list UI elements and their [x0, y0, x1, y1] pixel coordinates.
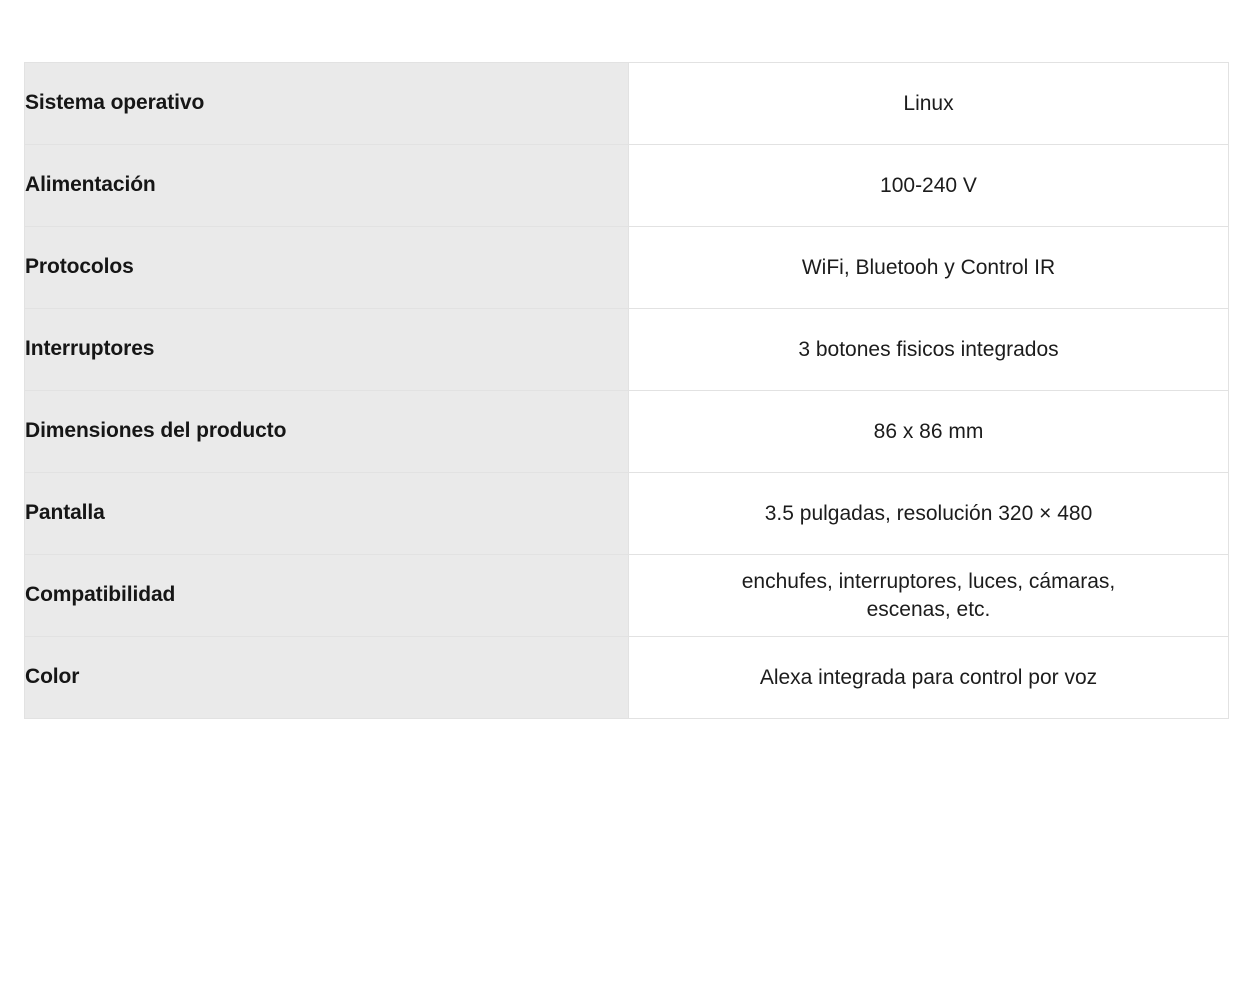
spec-value-line: Linux [903, 91, 954, 115]
specifications-table [24, 62, 1229, 719]
spec-value [629, 555, 1229, 637]
spec-label: Protocolos [25, 227, 629, 309]
spec-value-line: WiFi, Bluetooh y Control IR [801, 255, 1056, 279]
table-row [25, 227, 1229, 309]
spec-label: Dimensiones del producto [25, 391, 629, 473]
spec-label: Color [25, 637, 629, 719]
table-row [25, 145, 1229, 227]
spec-table-container [24, 62, 1229, 719]
spec-label: Compatibilidad [25, 555, 629, 637]
spec-value [629, 637, 1229, 719]
table-row [25, 309, 1229, 391]
spec-label: Alimentación [25, 145, 629, 227]
spec-value-line: Alexa integrada para control por voz [759, 665, 1098, 689]
spec-value-line: 3.5 pulgadas, resolución 320 × 480 [764, 501, 1093, 525]
table-row [25, 637, 1229, 719]
table-row [25, 555, 1229, 637]
table-row [25, 63, 1229, 145]
spec-value [629, 63, 1229, 145]
table-row [25, 391, 1229, 473]
spec-label: Interruptores [25, 309, 629, 391]
spec-value-line-2: escenas, etc. [866, 597, 991, 621]
spec-value [629, 309, 1229, 391]
spec-label: Pantalla [25, 473, 629, 555]
table-row [25, 473, 1229, 555]
spec-value-line: 3 botones fisicos integrados [798, 337, 1059, 361]
spec-value-line: 86 x 86 mm [873, 419, 984, 443]
spec-value [629, 145, 1229, 227]
spec-value [629, 391, 1229, 473]
spec-label: Sistema operativo [25, 63, 629, 145]
spec-value-line: 100-240 V [880, 173, 977, 197]
spec-value-line: enchufes, interruptores, luces, cámaras, [741, 570, 1116, 594]
spec-value [629, 227, 1229, 309]
spec-value [629, 473, 1229, 555]
